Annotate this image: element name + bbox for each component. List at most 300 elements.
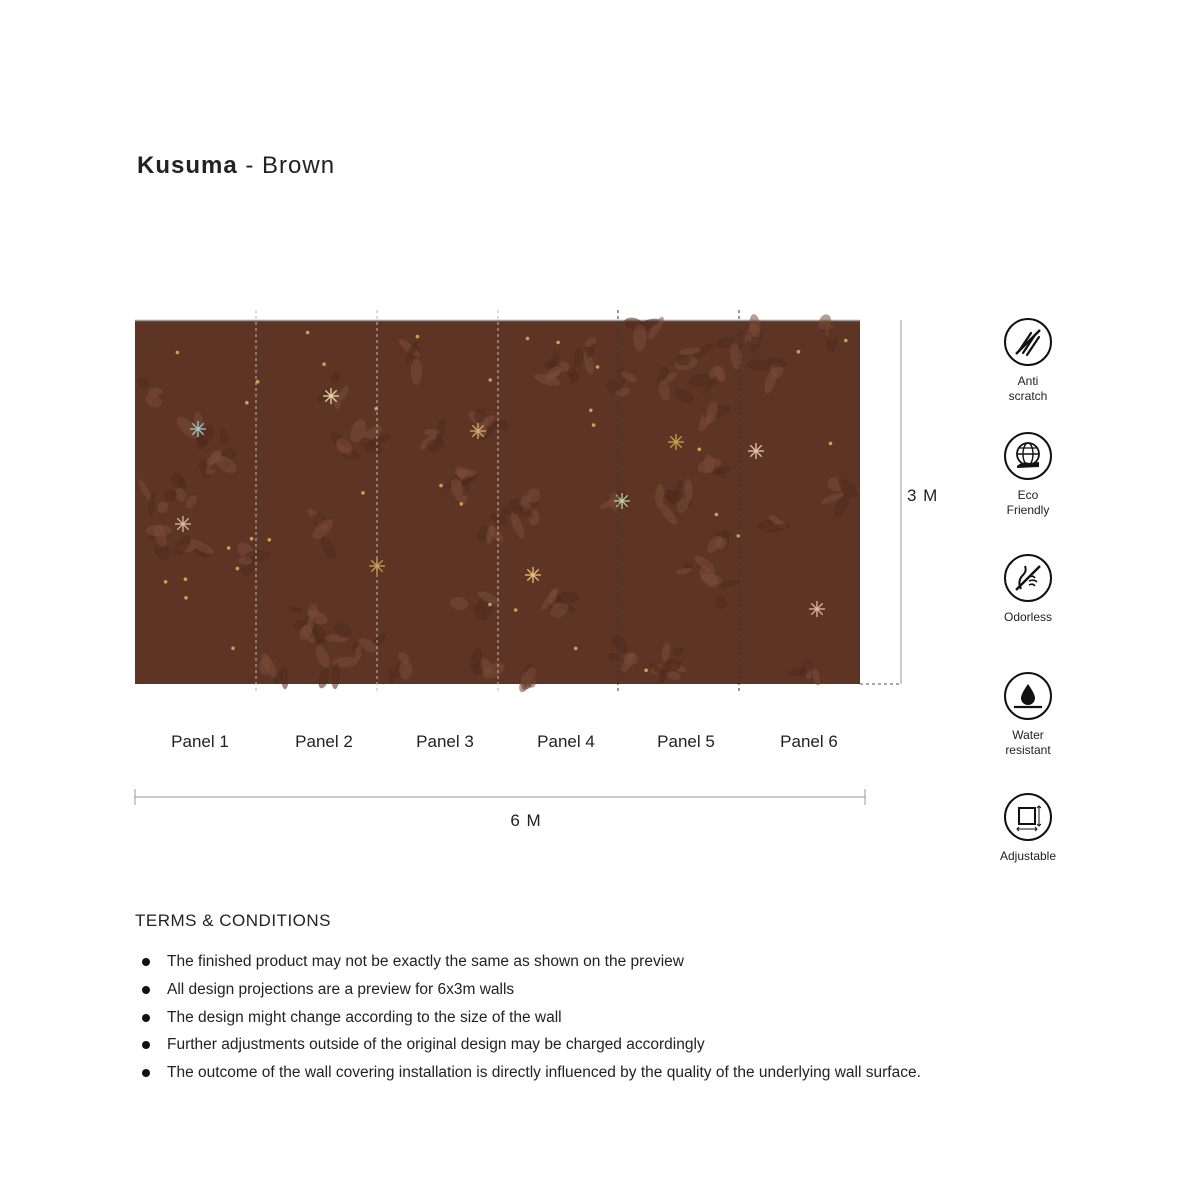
pattern-leaf <box>766 356 787 369</box>
pattern-leaf <box>748 314 761 339</box>
pattern-leaf <box>817 313 834 332</box>
pattern-leaf <box>528 509 539 526</box>
pattern-leaf <box>707 365 724 383</box>
pattern-leaf <box>669 662 687 674</box>
pattern-leaf <box>623 316 645 333</box>
pattern-leaf <box>508 512 528 540</box>
pattern-leaf <box>548 588 557 603</box>
pattern-leaf <box>452 464 473 485</box>
pattern-leaf <box>300 623 318 645</box>
pattern-leaf <box>583 336 598 350</box>
terms-item-text: The finished product may not be exactly the same as shown on the preview <box>167 953 684 970</box>
pattern-star-ray <box>670 436 681 447</box>
pattern-leaf <box>713 364 727 383</box>
pattern-leaf <box>569 370 581 385</box>
pattern-leaf <box>729 329 748 356</box>
pattern-dot <box>737 534 741 538</box>
pattern-leaf <box>767 513 781 527</box>
pattern-leaf <box>162 487 180 504</box>
pattern-leaf <box>135 374 151 390</box>
pattern-leaf <box>820 491 845 506</box>
pattern-dot <box>164 580 168 584</box>
panel-label-2: Panel 2 <box>295 732 353 751</box>
pattern-leaf <box>485 524 495 545</box>
pattern-leaf <box>666 670 682 681</box>
pattern-dot <box>574 647 578 651</box>
pattern-leaf <box>543 359 562 372</box>
pattern-leaf <box>316 386 331 404</box>
pattern-leaf <box>545 601 560 618</box>
panel-label-4: Panel 4 <box>537 732 595 751</box>
pattern-leaf <box>530 491 542 509</box>
pattern-star-ray <box>192 423 203 434</box>
pattern-leaf <box>173 413 202 442</box>
water-resistant-icon <box>1004 672 1052 720</box>
pattern-leaf <box>491 417 511 432</box>
pattern-leaf <box>396 336 422 360</box>
pattern-leaf <box>337 384 351 402</box>
pattern-leaf <box>712 594 730 612</box>
pattern-leaf <box>684 478 693 502</box>
pattern-leaf <box>649 662 665 677</box>
pattern-leaf <box>804 663 812 680</box>
pattern-dot <box>306 331 310 335</box>
pattern-leaf <box>657 502 680 527</box>
terms-item <box>135 950 921 978</box>
pattern-leaf <box>487 524 505 544</box>
pattern-leaf <box>696 563 721 591</box>
pattern-leaf <box>442 471 465 492</box>
pattern-star-ray <box>472 425 483 436</box>
pattern-leaf <box>692 553 717 575</box>
feature-label: Eco Friendly <box>1006 488 1050 517</box>
pattern-leaf <box>825 327 838 353</box>
pattern-star-ray <box>670 436 681 447</box>
pattern-leaf <box>620 651 637 674</box>
pattern-leaf <box>525 487 542 504</box>
pattern-leaf <box>331 389 342 410</box>
pattern-leaf <box>609 492 622 511</box>
pattern-leaf <box>219 429 230 445</box>
pattern-leaf <box>449 596 469 611</box>
feature-label: Anti scratch <box>1008 374 1048 403</box>
pattern-leaf <box>316 666 331 689</box>
pattern-leaf <box>358 422 384 445</box>
pattern-leaf <box>479 657 494 677</box>
pattern-dot <box>176 351 180 355</box>
pattern-leaf <box>470 410 494 432</box>
pattern-leaf <box>671 385 696 406</box>
pattern-leaf <box>704 400 719 425</box>
pattern-star-ray <box>750 445 761 456</box>
pattern-leaf <box>152 539 172 562</box>
pattern-dot <box>416 335 420 339</box>
pattern-leaf <box>674 496 691 515</box>
pattern-leaf <box>147 492 156 517</box>
pattern-leaf <box>466 408 491 429</box>
pattern-leaf <box>670 644 686 659</box>
pattern-leaf <box>434 417 448 444</box>
pattern-leaf <box>208 450 222 466</box>
pattern-leaf <box>367 432 392 450</box>
pattern-leaf <box>238 555 258 579</box>
pattern-leaf <box>515 504 535 520</box>
pattern-leaf <box>701 399 716 419</box>
pattern-leaf <box>325 634 349 643</box>
pattern-leaf <box>193 411 204 430</box>
pattern-leaf <box>703 403 732 423</box>
odorless-icon <box>1004 554 1052 602</box>
pattern-leaf <box>172 533 194 558</box>
pattern-leaf <box>584 341 596 359</box>
pattern-star-ray <box>177 518 188 529</box>
pattern-leaf <box>729 342 743 370</box>
pattern-leaf <box>672 479 684 499</box>
pattern-leaf <box>155 499 170 515</box>
bullet-icon <box>142 958 150 966</box>
pattern-leaf <box>203 454 227 478</box>
panel-label-3: Panel 3 <box>416 732 474 751</box>
pattern-star-ray <box>811 603 822 614</box>
panel-label-5: Panel 5 <box>657 732 715 751</box>
feature-odorless <box>988 554 1068 625</box>
pattern-leaf <box>303 613 317 637</box>
pattern-leaf <box>746 359 770 370</box>
pattern-leaf <box>473 423 490 439</box>
pattern-leaf <box>599 495 621 511</box>
pattern-star-ray <box>325 390 336 401</box>
pattern-leaf <box>762 367 780 396</box>
feature-anti-scratch <box>988 318 1068 404</box>
width-dimension-label: 6 M <box>510 811 542 830</box>
wallpaper-pattern <box>135 313 861 695</box>
pattern-leaf <box>674 352 691 367</box>
pattern-leaf <box>786 664 814 678</box>
pattern-leaf <box>714 536 728 551</box>
pattern-star-ray <box>192 423 203 434</box>
bullet-icon <box>142 1014 150 1022</box>
pattern-leaf <box>544 363 564 383</box>
terms-item <box>135 1006 921 1034</box>
pattern-leaf <box>143 391 164 411</box>
pattern-leaf <box>447 476 471 506</box>
pattern-leaf <box>307 619 314 633</box>
pattern-leaf <box>356 635 381 655</box>
pattern-leaf <box>411 359 423 385</box>
pattern-leaf <box>646 315 666 341</box>
pattern-leaf <box>512 503 527 515</box>
pattern-leaf <box>174 487 188 503</box>
panel-label-1: Panel 1 <box>171 732 229 751</box>
pattern-leaf <box>633 324 647 351</box>
pattern-leaf <box>355 645 363 661</box>
pattern-leaf <box>298 624 312 642</box>
pattern-leaf <box>305 608 329 628</box>
terms-item-text: The outcome of the wall covering installation is directly influenced by the quality of the underlying wall surface. <box>167 1064 921 1082</box>
pattern-leaf <box>518 669 539 691</box>
pattern-leaf <box>649 661 666 676</box>
pattern-leaf <box>280 666 289 689</box>
pattern-leaf <box>616 493 631 508</box>
pattern-leaf <box>746 322 762 346</box>
pattern-leaf <box>489 511 510 528</box>
pattern-dot <box>227 546 231 550</box>
pattern-dot <box>715 513 719 517</box>
pattern-dot <box>797 350 801 354</box>
pattern-leaf <box>197 458 213 480</box>
pattern-leaf <box>634 316 660 333</box>
pattern-dot <box>374 407 378 411</box>
pattern-leaf <box>305 506 330 531</box>
pattern-leaf <box>149 528 171 543</box>
pattern-leaf <box>370 631 388 649</box>
pattern-leaf <box>657 657 674 685</box>
pattern-leaf <box>474 408 486 423</box>
adjustable-icon <box>1004 793 1052 841</box>
pattern-dot <box>439 484 443 488</box>
pattern-leaf <box>755 517 776 531</box>
pattern-leaf <box>547 592 569 614</box>
pattern-leaf <box>188 537 215 557</box>
bullet-icon <box>142 1041 150 1049</box>
pattern-leaf <box>303 624 324 646</box>
pattern-leaf <box>545 351 562 375</box>
pattern-leaf <box>399 661 412 679</box>
pattern-leaf <box>204 447 224 468</box>
title-separator: - <box>237 152 263 179</box>
pattern-leaf <box>331 663 341 690</box>
pattern-leaf <box>701 374 720 396</box>
panel-label-6: Panel 6 <box>780 732 838 751</box>
pattern-star-ray <box>371 560 382 571</box>
pattern-leaf <box>184 493 199 510</box>
pattern-leaf <box>259 657 272 675</box>
pattern-dot <box>592 423 596 427</box>
pattern-leaf <box>460 471 481 487</box>
pattern-leaf <box>289 606 303 614</box>
pattern-leaf <box>470 601 491 624</box>
pattern-leaf <box>258 651 279 679</box>
pattern-leaf <box>455 468 477 477</box>
pattern-leaf <box>657 379 671 401</box>
pattern-leaf <box>309 516 336 543</box>
pattern-leaf <box>195 436 210 448</box>
pattern-leaf <box>654 484 664 508</box>
pattern-leaf <box>357 434 385 458</box>
pattern-leaf <box>392 660 407 681</box>
pattern-star-ray <box>616 495 627 506</box>
pattern-dot <box>322 362 326 366</box>
pattern-leaf <box>310 511 329 530</box>
pattern-leaf <box>556 591 580 605</box>
pattern-dot <box>526 337 530 341</box>
pattern-leaf <box>797 657 814 679</box>
pattern-leaf <box>696 406 715 433</box>
pattern-leaf <box>136 478 154 503</box>
pattern-dot <box>256 380 260 384</box>
pattern-leaf <box>332 656 359 669</box>
pattern-leaf <box>521 662 537 690</box>
pattern-leaf <box>697 560 711 572</box>
pattern-leaf <box>544 368 562 383</box>
pattern-leaf <box>550 596 578 616</box>
pattern-leaf <box>520 495 530 513</box>
pattern-leaf <box>476 421 500 444</box>
pattern-leaf <box>713 530 733 538</box>
pattern-leaf <box>388 669 395 683</box>
pattern-leaf <box>608 632 631 656</box>
pattern-dot <box>250 537 254 541</box>
pattern-leaf <box>176 543 197 552</box>
pattern-dot <box>361 491 365 495</box>
pattern-dot <box>488 378 492 382</box>
pattern-leaf <box>676 567 693 576</box>
pattern-star-ray <box>616 495 627 506</box>
pattern-leaf <box>715 335 738 351</box>
pattern-leaf <box>546 598 560 609</box>
feature-label: Water resistant <box>1005 728 1051 757</box>
pattern-leaf <box>656 366 671 392</box>
pattern-leaf <box>209 460 232 472</box>
pattern-leaf <box>566 365 578 379</box>
pattern-leaf <box>193 422 218 452</box>
pattern-leaf <box>811 667 821 686</box>
pattern-leaf <box>175 475 188 490</box>
pattern-dot <box>596 365 600 369</box>
pattern-star-ray <box>527 569 538 580</box>
pattern-leaf <box>835 475 861 500</box>
pattern-leaf <box>824 324 838 341</box>
bullet-icon <box>142 986 150 994</box>
pattern-leaf <box>573 348 583 368</box>
pattern-leaf <box>516 665 539 695</box>
pattern-leaf <box>272 670 285 685</box>
pattern-leaf <box>243 549 271 563</box>
pattern-leaf <box>313 644 332 670</box>
pattern-star-ray <box>325 390 336 401</box>
pattern-star-ray <box>371 560 382 571</box>
pattern-leaf <box>238 556 253 565</box>
pattern-leaf <box>350 640 367 656</box>
pattern-leaf <box>660 642 671 663</box>
pattern-leaf <box>606 652 620 664</box>
pattern-dot <box>488 603 492 607</box>
pattern-leaf <box>678 346 701 356</box>
pattern-leaf <box>497 495 522 520</box>
pattern-dot <box>514 608 518 612</box>
pattern-leaf <box>335 441 356 460</box>
pattern-leaf <box>539 587 561 612</box>
pattern-leaf <box>732 333 749 347</box>
pattern-leaf <box>700 572 723 585</box>
pattern-leaf <box>292 617 307 633</box>
pattern-star-ray <box>750 445 761 456</box>
pattern-leaf <box>148 387 163 396</box>
pattern-leaf <box>703 454 716 474</box>
pattern-leaf <box>688 373 714 388</box>
height-dimension-label: 3 M <box>907 486 939 505</box>
pattern-leaf <box>662 370 678 386</box>
pattern-dot <box>184 577 188 581</box>
pattern-leaf <box>548 599 572 621</box>
pattern-leaf <box>424 429 439 437</box>
eco-friendly-icon <box>1004 432 1052 480</box>
pattern-leaf <box>704 533 725 556</box>
pattern-leaf <box>307 603 319 619</box>
pattern-leaf <box>475 595 496 617</box>
pattern-leaf <box>680 559 696 575</box>
pattern-leaf <box>602 489 627 506</box>
pattern-leaf <box>309 622 331 647</box>
pattern-leaf <box>222 447 236 461</box>
terms-item-text: All design projections are a preview for 6x3m walls <box>167 980 515 998</box>
wallpaper-preview <box>135 320 860 684</box>
pattern-star-ray <box>472 425 483 436</box>
pattern-leaf <box>212 452 239 477</box>
anti-scratch-icon <box>1004 318 1052 366</box>
pattern-dot <box>644 669 648 673</box>
pattern-leaf <box>666 656 683 673</box>
pattern-leaf <box>743 324 761 342</box>
pattern-dot <box>236 567 240 571</box>
pattern-leaf <box>471 421 489 439</box>
pattern-leaf <box>709 465 732 477</box>
pattern-leaf <box>519 671 527 691</box>
terms-item-text: The design might change according to the size of the wall <box>167 1008 562 1026</box>
pattern-leaf <box>820 325 836 333</box>
pattern-leaf <box>619 369 639 384</box>
pattern-leaf <box>331 620 354 641</box>
product-name: Kusuma <box>137 152 238 179</box>
pattern-leaf <box>553 361 570 373</box>
product-variant: Brown <box>262 152 336 179</box>
pattern-leaf <box>327 428 352 456</box>
pattern-leaf <box>696 456 723 476</box>
pattern-dot <box>231 647 235 651</box>
pattern-leaf <box>152 523 170 549</box>
pattern-leaf <box>624 652 638 665</box>
terms-list <box>135 950 921 1089</box>
pattern-leaf <box>533 371 562 388</box>
pattern-leaf <box>476 524 490 545</box>
pattern-leaf <box>722 531 729 551</box>
pattern-leaf <box>618 367 626 385</box>
pattern-leaf <box>458 471 473 480</box>
pattern-leaf <box>341 449 360 460</box>
pattern-leaf <box>168 470 187 491</box>
pattern-leaf <box>469 646 485 671</box>
feature-water-resistant <box>988 672 1068 758</box>
pattern-dot <box>844 339 848 343</box>
pattern-leaf <box>748 328 764 354</box>
pattern-star-ray <box>527 569 538 580</box>
pattern-leaf <box>468 659 487 678</box>
pattern-leaf <box>674 354 700 373</box>
pattern-leaf <box>333 435 355 457</box>
pattern-leaf <box>191 543 212 560</box>
pattern-star-ray <box>811 603 822 614</box>
pattern-dot <box>184 596 188 600</box>
product-title <box>137 152 335 180</box>
terms-item <box>135 1061 921 1089</box>
terms-item-text: Further adjustments outside of the original design may be charged accordingly <box>167 1036 705 1054</box>
pattern-leaf <box>775 518 788 531</box>
pattern-leaf <box>664 489 683 505</box>
pattern-leaf <box>605 378 625 396</box>
feature-label: Adjustable <box>999 849 1057 863</box>
pattern-dot <box>268 538 272 542</box>
pattern-leaf <box>582 350 596 375</box>
